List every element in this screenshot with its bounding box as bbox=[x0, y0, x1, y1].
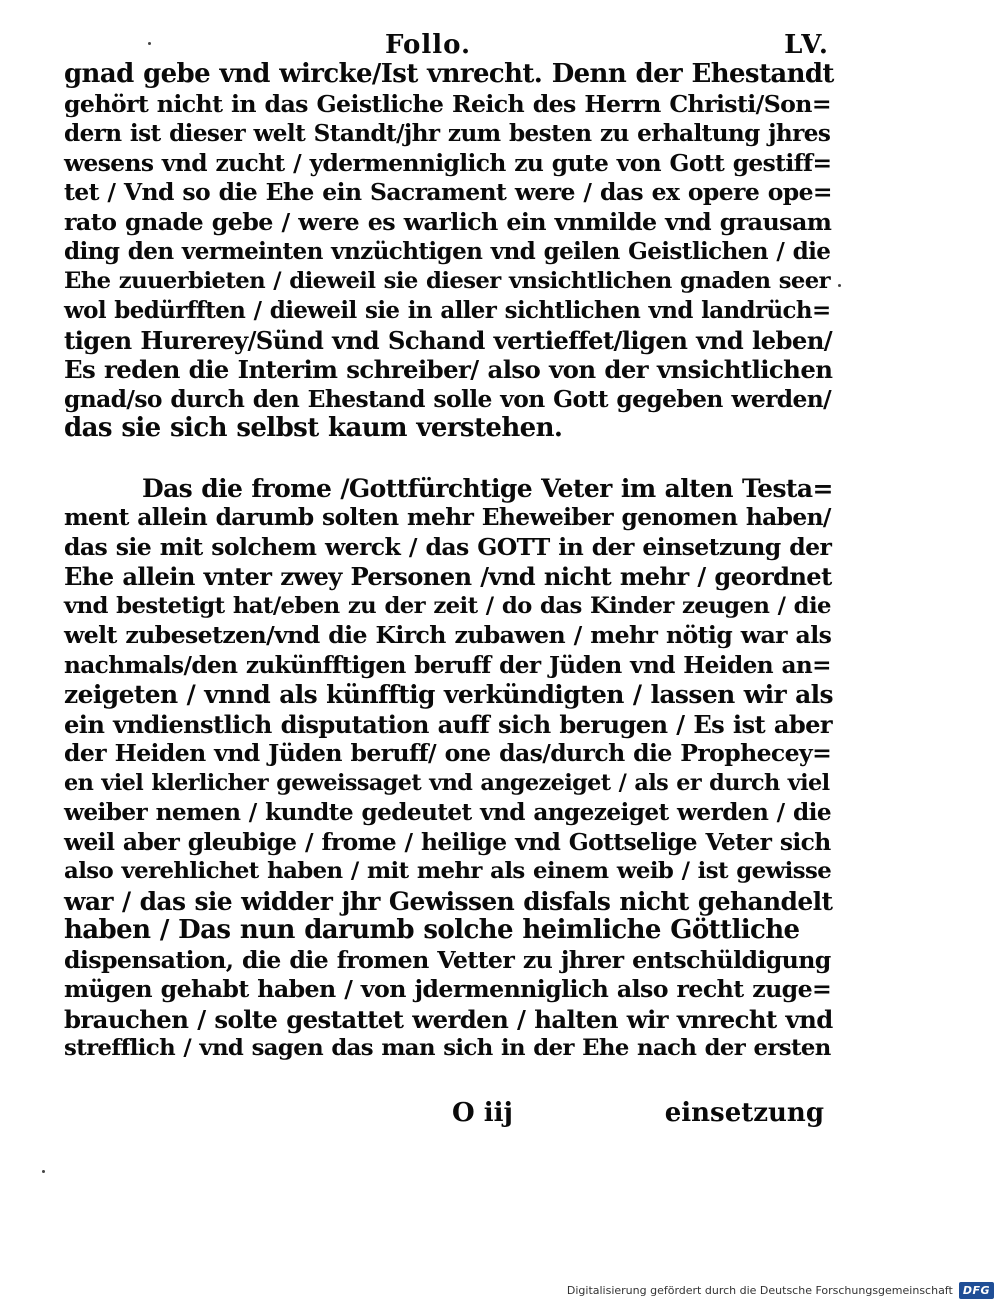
text-line: tet / Vnd so die Ehe ein Sacrament were / das ex opere ope= bbox=[64, 178, 832, 206]
text-line: nachmals/den zukünfftigen beruff der Jüden vnd Heiden an= bbox=[64, 651, 831, 679]
text-line: das sie mit solchem werck / das GOTT in der einsetzung der bbox=[64, 532, 832, 561]
text-line: welt zubesetzen/vnd die Kirch zubawen / mehr nötig war als bbox=[64, 621, 832, 649]
text-line: weil aber gleubige / frome / heilige vnd Gottselige Veter sich bbox=[64, 827, 831, 856]
body-text bbox=[64, 60, 834, 1064]
text-line: mügen gehabt haben / von jdermenniglich also recht zuge= bbox=[64, 975, 832, 1003]
text-line: ein vndienstlich disputation auff sich berugen / Es ist aber bbox=[64, 709, 833, 739]
catchword: einsetzung bbox=[664, 1098, 824, 1128]
text-line: ding den vermeinten vnzüchtigen vnd geilen Geistlichen / die bbox=[64, 238, 831, 265]
text-line: Ehe zuuerbieten / dieweil sie dieser vnsichtlichen gnaden seer bbox=[64, 267, 830, 294]
text-line: ment allein darumb solten mehr Eheweiber genomen haben/ bbox=[64, 504, 831, 531]
text-line: wol bedürfften / dieweil sie in aller sichtlichen vnd landrüch= bbox=[64, 297, 831, 324]
print-speck bbox=[42, 1170, 45, 1173]
digitization-credit bbox=[567, 1280, 994, 1300]
dfg-logo: DFG bbox=[959, 1282, 994, 1299]
text-line: zeigeten / vnnd als künfftig verkündigten / lassen wir als bbox=[64, 680, 834, 709]
credit-text: Digitalisierung gefördert durch die Deutsche Forschungsgemeinschaft bbox=[566, 1283, 953, 1297]
text-line: en viel klerlicher geweissaget vnd angezeiget / als er durch viel bbox=[64, 769, 830, 796]
text-line: haben / Das nun darumb solche heimliche Göttliche bbox=[64, 915, 800, 945]
text-line: gnad gebe vnd wircke/Ist vnrecht. Denn der Ehestandt bbox=[64, 59, 834, 89]
text-line: Es reden die Interim schreiber/ also von der vnsichtlichen bbox=[64, 355, 833, 384]
text-line: das sie sich selbst kaum verstehen. bbox=[64, 413, 563, 443]
folio-word: Follo. bbox=[385, 30, 472, 60]
text-line: also verehlichet haben / mit mehr als einem weib / ist gewisse bbox=[64, 858, 832, 884]
text-line: war / das sie widder jhr Gewissen disfals nicht gehandelt bbox=[64, 886, 833, 916]
paragraph bbox=[64, 474, 834, 1064]
text-line: brauchen / solte gestattet werden / halten wir vnrecht vnd bbox=[64, 1004, 833, 1034]
text-line: dispensation, die die fromen Vetter zu jhrer entschüldigung bbox=[64, 945, 831, 974]
paragraph bbox=[64, 60, 834, 444]
print-speck bbox=[838, 284, 841, 287]
text-line: rato gnade gebe / were es warlich ein vnmilde vnd grausam bbox=[64, 207, 832, 236]
text-line: vnd bestetigt hat/eben zu der zeit / do das Kinder zeugen / die bbox=[64, 592, 831, 619]
text-line: strefflich / vnd sagen das man sich in der Ehe nach der ersten bbox=[64, 1035, 831, 1061]
text-line: Ehe allein vnter zwey Personen /vnd nicht mehr / geordnet bbox=[64, 562, 832, 591]
page-footer bbox=[64, 1098, 834, 1130]
text-line: der Heiden vnd Jüden beruff/ one das/durch die Prophecey= bbox=[64, 739, 832, 767]
print-speck bbox=[148, 42, 151, 45]
signature-mark: O iij bbox=[452, 1098, 513, 1128]
page-header bbox=[60, 30, 830, 60]
text-line: tigen Hurerey/Sünd vnd Schand vertieffet/ligen vnd leben/ bbox=[64, 325, 833, 355]
text-line: Das die frome /Gottfürchtige Veter im alten Testa= bbox=[142, 473, 833, 503]
folio-number: LV. bbox=[784, 30, 830, 60]
text-line: gehört nicht in das Geistliche Reich des Herrn Christi/Son= bbox=[64, 89, 832, 118]
text-line: gnad/so durch den Ehestand solle von Gott gegeben werden/ bbox=[64, 384, 832, 413]
text-line: weiber nemen / kundte gedeutet vnd angezeiget werden / die bbox=[64, 799, 832, 826]
text-line: dern ist dieser welt Standt/jhr zum besten zu erhaltung jhres bbox=[64, 120, 831, 147]
text-line: wesens vnd zucht / ydermenniglich zu gute von Gott gestiff= bbox=[64, 148, 832, 177]
